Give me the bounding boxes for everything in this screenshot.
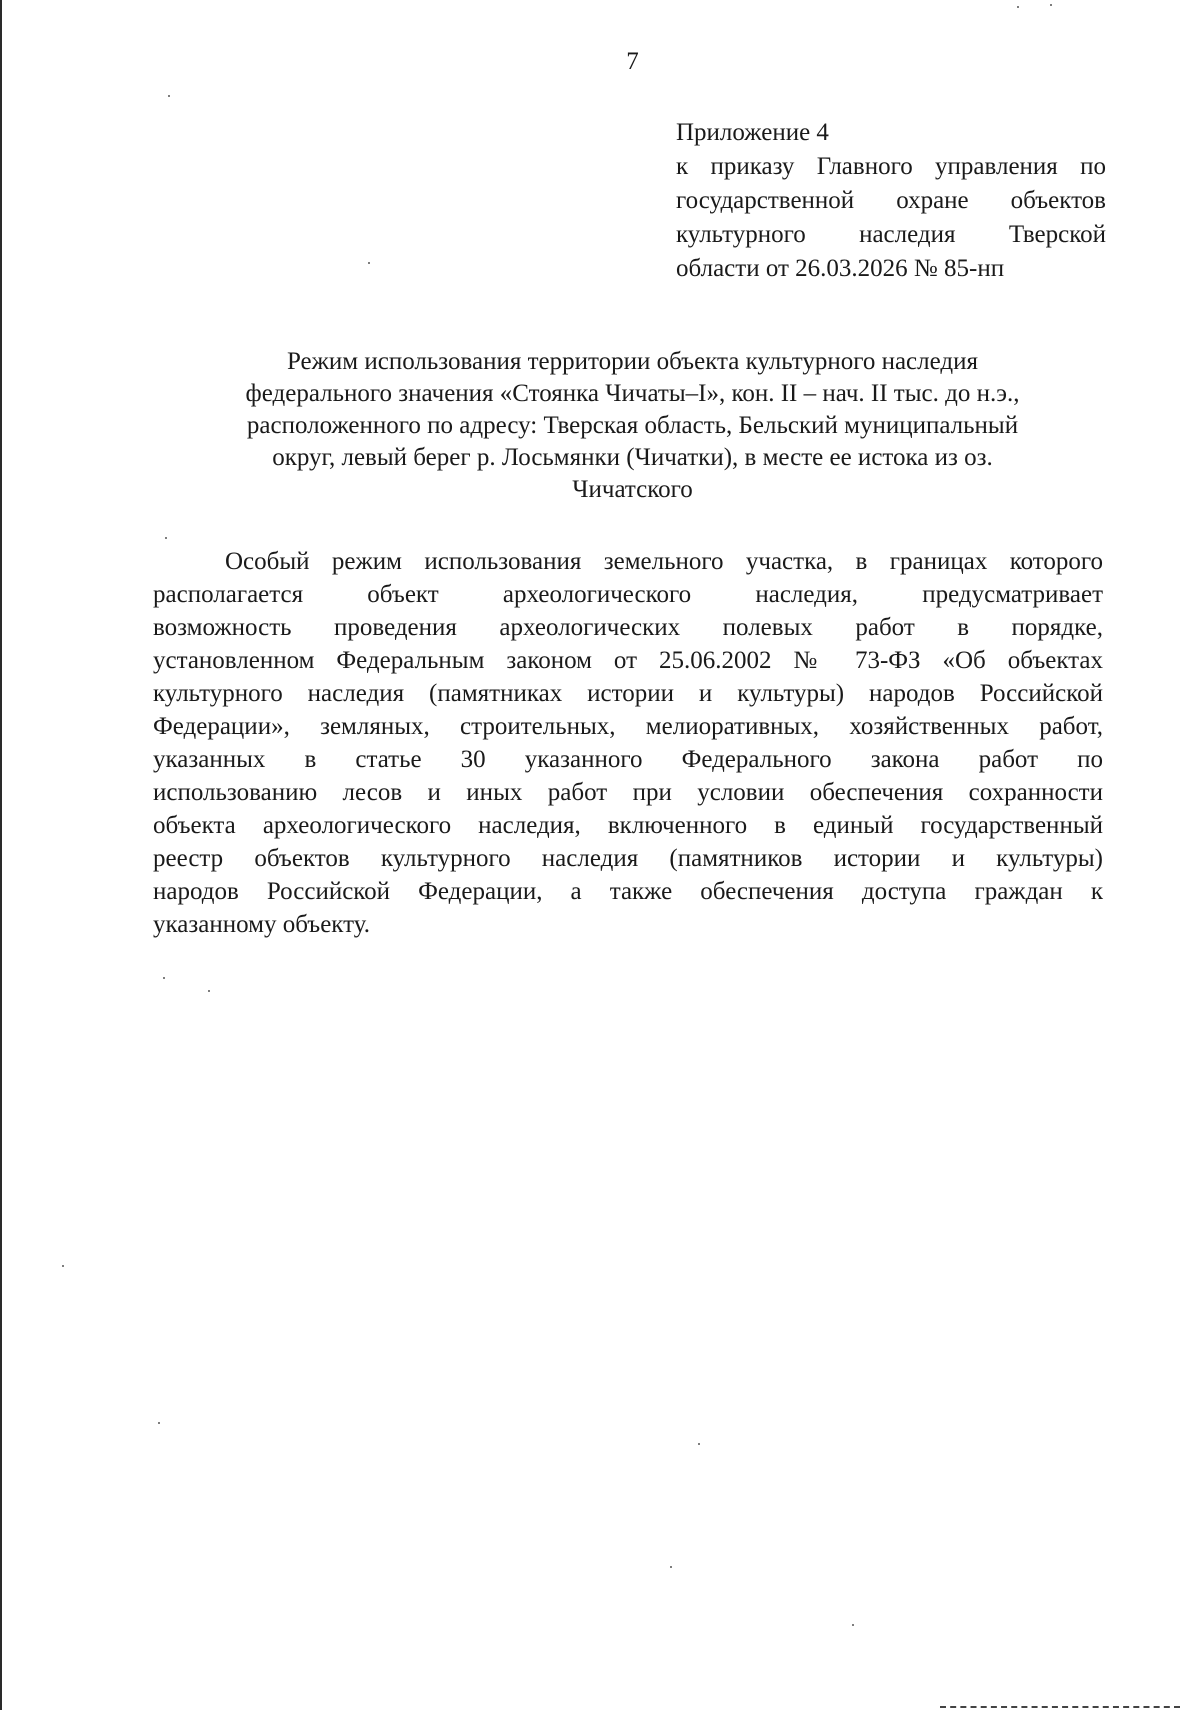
title-line: округ, левый берег р. Лосьмянки (Чичатки), в месте ее истока из оз. xyxy=(272,444,993,471)
body-line: установленном Федеральным законом от 25.06.2002 № 73-ФЗ «Об объектах xyxy=(153,647,1103,674)
scan-left-edge xyxy=(0,0,2,1710)
scan-speck xyxy=(670,1566,672,1568)
scan-bottom-edge xyxy=(940,1706,1180,1708)
appendix-line: к приказу Главного управления по xyxy=(676,153,1106,180)
body-line: указанному объекту. xyxy=(153,911,370,938)
scan-speck xyxy=(852,1624,854,1626)
body-line: народов Российской Федерации, а также обеспечения доступа граждан к xyxy=(153,878,1103,905)
body-line: Федерации», земляных, строительных, мелиоративных, хозяйственных работ, xyxy=(153,713,1103,740)
title-line: Чичатского xyxy=(572,476,693,503)
body-line: располагается объект археологического наследия, предусматривает xyxy=(153,581,1103,608)
scan-speck xyxy=(208,990,210,992)
scan-speck xyxy=(62,1265,64,1267)
scan-speck xyxy=(165,537,167,539)
scan-speck xyxy=(1050,4,1052,6)
scan-speck xyxy=(168,95,170,97)
title-line: Режим использования территории объекта культурного наследия xyxy=(286,348,978,375)
scan-speck xyxy=(698,1443,700,1445)
body-paragraph xyxy=(153,545,1103,941)
page-number: 7 xyxy=(626,48,639,75)
scan-speck xyxy=(163,977,165,979)
body-line: указанных в статье 30 указанного Федерального закона работ по xyxy=(153,746,1103,773)
appendix-line: области от 26.03.2026 № 85-нп xyxy=(676,255,1005,282)
body-line: культурного наследия (памятниках истории и культуры) народов Российской xyxy=(153,680,1103,707)
document-title xyxy=(140,346,1125,506)
appendix-line: государственной охране объектов xyxy=(676,187,1106,214)
body-line: использованию лесов и иных работ при условии обеспечения сохранности xyxy=(153,779,1103,806)
appendix-title: Приложение 4 xyxy=(676,119,829,146)
body-line: возможность проведения археологических полевых работ в порядке, xyxy=(153,614,1103,641)
scan-speck xyxy=(1017,6,1019,8)
title-line: расположенного по адресу: Тверская область, Бельский муниципальный xyxy=(246,412,1019,439)
body-line: объекта археологического наследия, включенного в единый государственный xyxy=(153,812,1103,839)
appendix-block xyxy=(676,116,1106,286)
scan-speck xyxy=(368,262,370,264)
appendix-line: культурного наследия Тверской xyxy=(676,221,1106,248)
title-line: федерального значения «Стоянка Чичаты–I», кон. II – нач. II тыс. до н.э., xyxy=(245,380,1020,407)
body-line: реестр объектов культурного наследия (памятников истории и культуры) xyxy=(153,845,1103,872)
scan-speck xyxy=(158,1422,160,1424)
body-line: Особый режим использования земельного участка, в границах которого xyxy=(225,548,1103,575)
